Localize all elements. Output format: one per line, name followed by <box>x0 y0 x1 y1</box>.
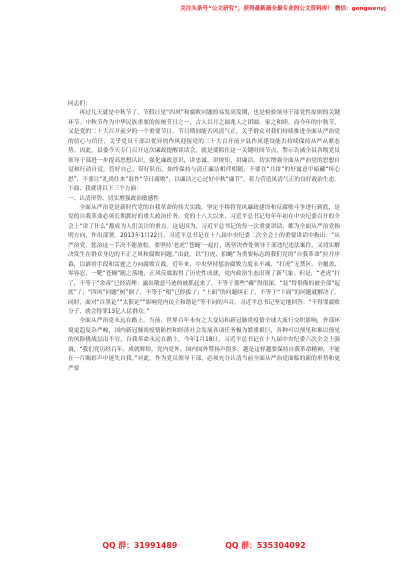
paragraph-body-1: 全面从严治党是新时代党的自我革命的伟大实践，坚定不移将党风廉政建设和反腐败斗争进行到底，是党的自我革命必须长期抓好的重大政治任务。党的十八大以来，习近平总书记每年年初在中央纪委召开的全会上“讲了什么”都成为人们关注的重点。这是因为，习近平总书记的每一次重要讲话，都为全面从严治党指明方向，作出部署。2013年1月22日，习近平总书记在十八届中央纪委二次全会上的重要讲话中指出：“从严治党，惩治这一手决不能放松。要坚持‘老虎’‘苍蝇’一起打，既坚决查处领导干部违纪违法案件，又切实解决发生在群众身边的不正之风和腐败问题。”由此，以“打虎、拍蝇”为重要标志的我们党的“自我革命”拉开序幕，以霹雳手段和雷霆之力向腐败宣战。近年来，中央坚持惩治腐败力度永不减，“打虎”无禁区、全覆盖、零容忍，一靶“苍蝇”随之落地，正风反腐取得了历史性成就，党内政治生态出现了新气象。但是，“老虎”打了，不等于“余毒”已经清理：露出敬意马迹的被抓起来了，不等于那些“藏”得很深、“装”得很像的被全部“起底”了；“四风”问题“树”倒了，不等于“根”已经拔了；“上面”的问题纠正了，不等于“下面”的问题就解决了。同时，面对“自黑论”“太狠论”“影响党内民主和谐论”等不同的声音，习近平总书记坚定地回答：“不得罪腐败分子，就会得罪13亿人民群众。” <box>68 204 340 315</box>
qq-group-1: QQ 群：31991489 <box>102 541 178 550</box>
paragraph-body-2: 全面从严治党永远在路上。当前，世界百年未有之大变局和新冠肺炎疫情全球大流行交织影响，外部环境更趋复杂严峻，国内新冠肺炎疫情防控和经济社会发展各项任务极为繁重艰巨，各种可以预见和难以预见的风险挑战层出不穷，自我革命永远在路上。今年1月18日，习近平总书记在十九届中央纪委六次全会上强调，“我们党历经百年、成就辉煌，党内党外、国内国外赞扬声很多。越是这样越要保持自我革命精神，不能在一片喝彩声中迷失自我。”对此，作为党员领导干部，必须充分认清当前全面从严治党面临的新的形势和更严要 <box>68 318 340 372</box>
section-heading-1: 一、认清形势、切实增强政治敏感性 <box>68 195 159 202</box>
salutation: 同志们： <box>68 101 91 107</box>
header-notice: 关注头条号“公文研究”，获得最新最全最专业的公文资料库！ 微信：gongwenyj <box>180 6 386 12</box>
document-body <box>68 100 340 374</box>
qq-group-2: QQ 群：535304092 <box>225 541 306 550</box>
paragraph-intro: 再过几天就是中秋节了。节假日是“四风”和腐败问题的易发高发期，也是检验领导干部党性原则的关键环节。中秋节作为中华民族重要的传统节日之一，古人以月之圆兆人之团圆，家之和睦。而今年的中秋节，又是党的二十大召开前夕的一个重要节日。节日期间能否风清气正，关乎群众对我们持续推进全面从严治党的信心与信任，关乎党员干部以优异的作风迎接党的二十大召开前夕县作风建设能否持续保持从严从紧态势。因此，县委今天专门召开这次廉政提醒谈话会，就是要抓住这一关键时间节点，警示告诫全县各级党员领导干部进一步提高思想认识，强化廉政意识，讲忠诚、讲规矩、讲廉洁，切实增强全面从严治党的思想自觉和行动自觉，管好自己、带好队伍，始终保持与清正廉洁相伴相随，不要在“月饼”的好寓意中暗藏“坏心思”，不要让“礼尚往来”混作“节日腐败”，以廉洁之心过好中秋“廉节”，着力营造风清气正的良好政治生态。下面，我就讲以下三个方面： <box>68 110 340 193</box>
page-header <box>0 6 408 14</box>
page-footer <box>0 540 408 551</box>
